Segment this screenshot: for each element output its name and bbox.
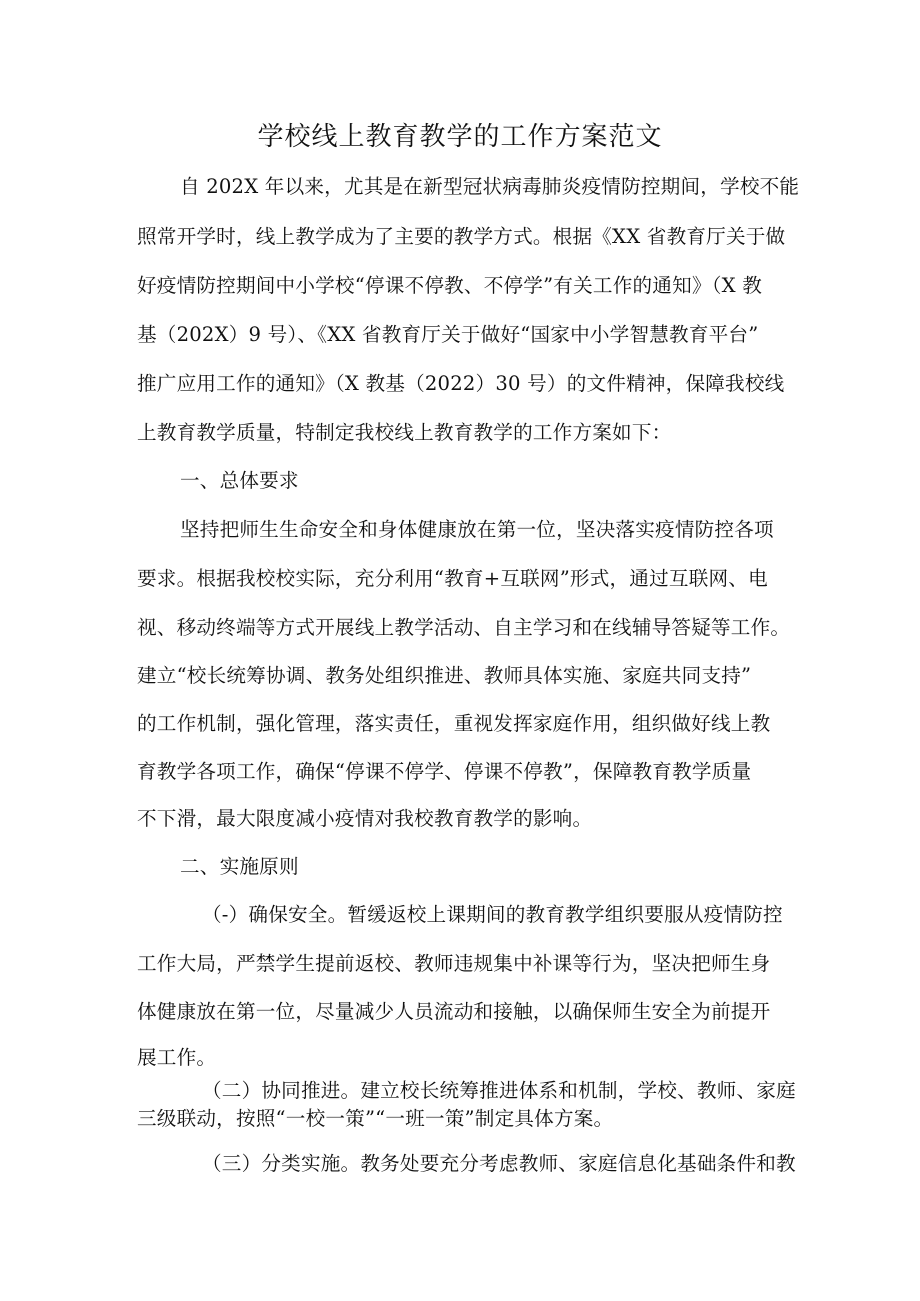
paragraph-line: 育教学各项工作，确保“停课不停学、停课不停教”，保障教育教学质量 bbox=[137, 760, 752, 783]
paragraph-line: 坚持把师生生命安全和身体健康放在第一位，坚决落实疫情防控各项 bbox=[180, 518, 774, 541]
paragraph-line: 展工作。 bbox=[137, 1046, 217, 1069]
document-title: 学校线上教育教学的工作方案范文 bbox=[257, 122, 663, 152]
paragraph-line: 的工作机制，强化管理，落实责任，重视发挥家庭作用，组织做好线上教 bbox=[137, 712, 771, 735]
section-heading: 二、实施原则 bbox=[180, 855, 299, 878]
paragraph-line: 推广应用工作的通知》（X 教基（2022）30 号）的文件精神，保障我校线 bbox=[137, 372, 785, 395]
paragraph-line: 好疫情防控期间中小学校“停课不停教、不停学”有关工作的通知》（X 教 bbox=[137, 274, 763, 297]
paragraph-line: （二）协同推进。建立校长统筹推进体系和机制，学校、教师、家庭 bbox=[202, 1079, 796, 1102]
paragraph-line: 三级联动，按照“一校一策”“一班一策”制定具体方案。 bbox=[137, 1107, 614, 1130]
paragraph-line: 上教育教学质量，特制定我校线上教育教学的工作方案如下： bbox=[137, 421, 672, 444]
paragraph-line: 要求。根据我校校实际，充分利用“教育+互联网”形式，通过互联网、电 bbox=[137, 567, 768, 590]
paragraph-line: （三）分类实施。教务处要充分考虑教师、家庭信息化基础条件和教 bbox=[202, 1152, 796, 1175]
paragraph-line: 基（202X）9 号）、《XX 省教育厅关于做好“国家中小学智慧教育平台” bbox=[137, 323, 759, 346]
paragraph-line: 视、移动终端等方式开展线上教学活动、自主学习和在线辅导答疑等工作。 bbox=[137, 616, 791, 639]
paragraph-line: 工作大局，严禁学生提前返校、教师违规集中补课等行为，坚决把师生身 bbox=[137, 952, 771, 975]
paragraph-line: 不下滑，最大限度减小疫情对我校教育教学的影响。 bbox=[137, 807, 593, 830]
paragraph-line: 自 202X 年以来，尤其是在新型冠状病毒肺炎疫情防控期间，学校不能 bbox=[180, 175, 800, 198]
paragraph-line: 照常开学时，线上教学成为了主要的教学方式。根据《XX 省教育厅关于做 bbox=[137, 225, 786, 248]
paragraph-line: 体健康放在第一位，尽量减少人员流动和接触，以确保师生安全为前提开 bbox=[137, 1000, 771, 1023]
section-heading: 一、总体要求 bbox=[180, 469, 299, 492]
paragraph-line: （-）确保安全。暂缓返校上课期间的教育教学组织要服从疫情防控 bbox=[202, 903, 783, 926]
paragraph-line: 建立“校长统筹协调、教务处组织推进、教师具体实施、家庭共同支持” bbox=[137, 664, 752, 687]
